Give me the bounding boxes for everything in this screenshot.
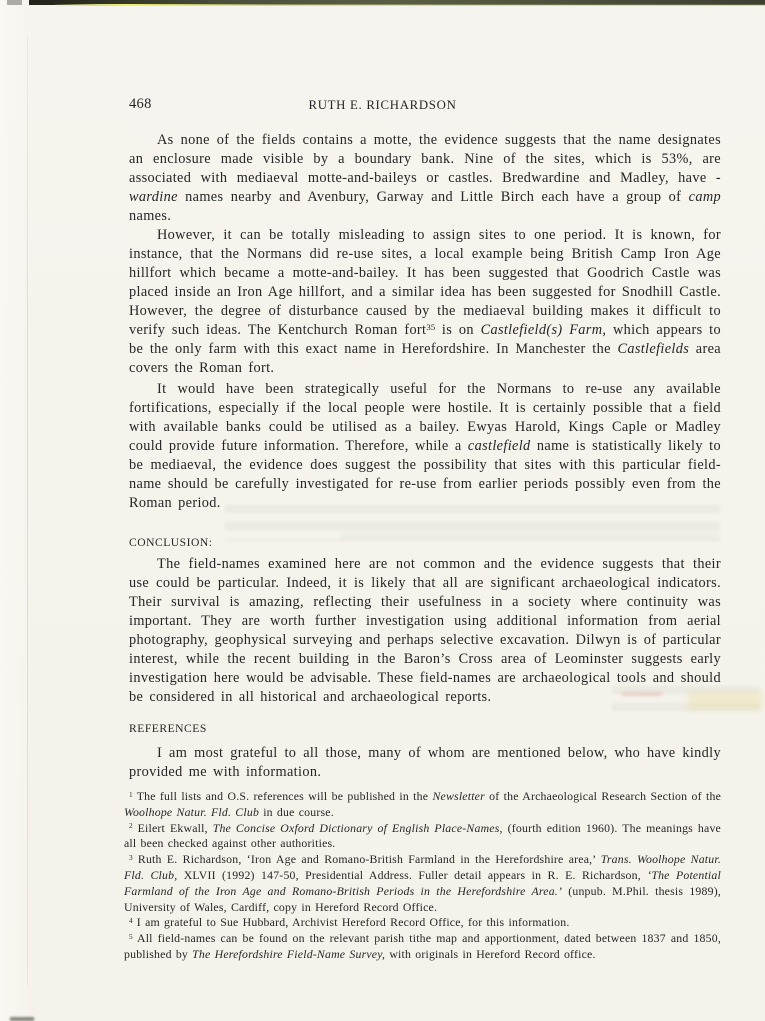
footnote-1: $^1$ The full lists and O.S. references will be published in the Newsletter of the Archaeological Research Section of the Woolhope Natur. Fld. Club in due course. <box>124 789 721 819</box>
scan-bottom-corner-mark <box>10 1017 34 1021</box>
scan-top-edge-accent <box>55 4 765 6</box>
conclusion-paragraph: The field-names examined here are not common and the evidence suggests that their use could be particular. Indeed, it is likely that all are significant archaeological indicators. Their survival is amazing, reflecting their usefulness in a society where continuity was important. They are worth further investigation using additional information from aerial photography, geophysical surveying and perhaps selective excavation. Dilwyn is of particular interest, while the recent building in the Baron’s Cross area of Leominster suggests early investigation here would be advisable. These field-names are archaeological tools and should be considered in all historical and archaeological reports. <box>129 556 721 705</box>
conclusion-heading: CONCLUSION: <box>129 536 213 549</box>
page-number: 468 <box>129 96 152 112</box>
acknowledgment-paragraph: I am most grateful to all those, many of whom are mentioned below, who have kindly provided me with information. <box>129 745 721 780</box>
body-paragraph-1: As none of the fields contains a motte, the evidence suggests that the name designates an enclosure made visible by a boundary bank. Nine of the sites, which is 53%, are associated with mediaeval motte-and-baileys or castles. Bredwardine and Madley, have -wardine names nearby and Avenbury, Garway and Little Birch each have a group of camp names. <box>129 132 721 224</box>
body-paragraph-2: However, it can be totally misleading to assign sites to one period. It is known, for instance, that the Normans did re-use sites, a local example being British Camp Iron Age hillfort which became a motte-and-bailey. It has been suggested that Goodrich Castle was placed inside an Iron Age hillfort, and a similar idea has been suggested for Snodhill Castle. However, the degree of disturbance caused by the mediaeval building makes it difficult to verify such ideas. The Kentchurch Roman fort$^{35}$ is on Castlefield(s) Farm, which appears to be the only farm with this exact name in Herefordshire. In Manchester the Castlefields area covers the Roman fort. <box>129 227 722 376</box>
running-title: RUTH E. RICHARDSON <box>308 98 457 112</box>
footnotes <box>124 789 721 963</box>
references-heading: REFERENCES <box>129 722 207 735</box>
page-left-margin <box>0 0 27 1021</box>
page-crease-line <box>27 36 28 986</box>
footnote-3: $^3$ Ruth E. Richardson, ‘Iron Age and Romano-British Farmland in the Herefordshire area,’ Trans. Woolhope Natur. Fld. Club, XLVII (1992) 147-50, Presidential Address. Fuller detail appears in R. E. Richardson, ‘The Potential Farmland of the Iron Age and Romano-British Periods in the Herefordshire Area.’ (unpub. M.Phil. thesis 1989), University of Wales, Cardiff, copy in Hereford Record Office. <box>124 852 721 914</box>
body-paragraph-3: It would have been strategically useful for the Normans to re-use any available fortifications, especially if the local people were hostile. It is certainly possible that a field with available banks could be utilised as a bailey. Ewyas Harold, Kings Caple or Madley could provide future information. Therefore, while a castlefield name is statistically likely to be mediaeval, the evidence does suggest the possibility that sites with this particular field-name should be carefully investigated for re-use from earlier periods possibly even from the Roman period. <box>129 381 721 511</box>
footnote-4: $^4$ I am grateful to Sue Hubbard, Archivist Hereford Record Office, for this information. <box>129 915 570 930</box>
footnote-2: $^2$ Eilert Ekwall, The Concise Oxford Dictionary of English Place-Names, (fourth edition 1960). The meanings have all been checked against other authorities. <box>124 820 721 851</box>
bleedthrough-artifact <box>340 532 720 548</box>
footnote-5: $^5$ All field-names can be found on the relevant parish tithe map and apportionment, dated between 1837 and 1850, published by The Herefordshire Field-Name Survey, with originals in Hereford Record office. <box>124 931 721 961</box>
